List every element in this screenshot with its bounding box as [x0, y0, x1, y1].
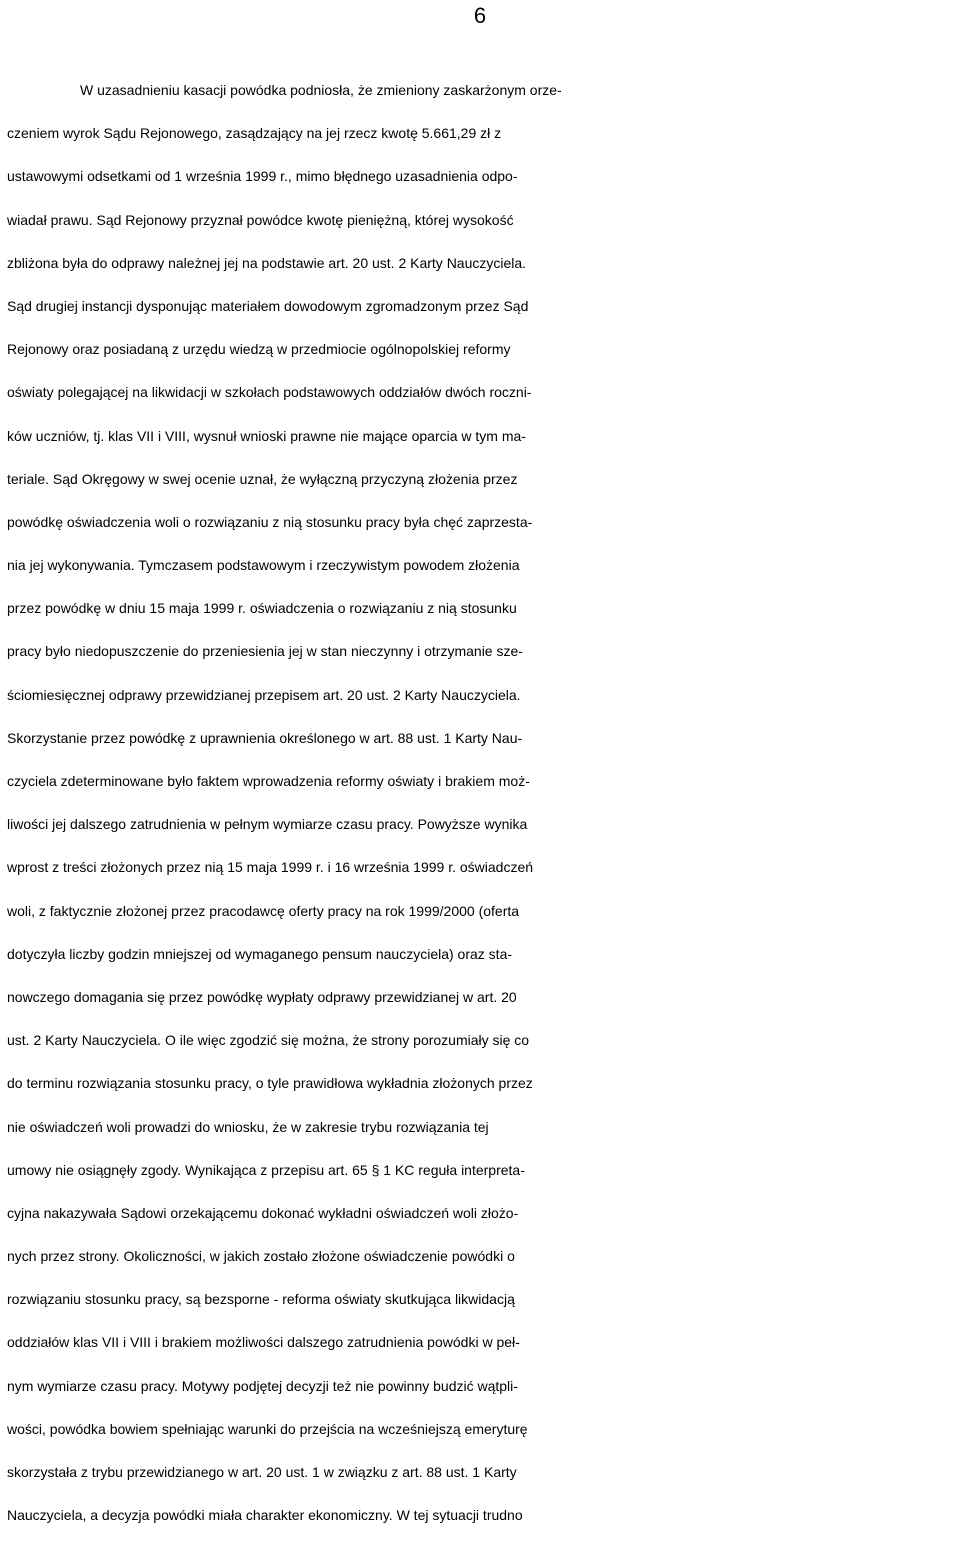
text-line: zbliżona była do odprawy należnej jej na podstawie art. 20 ust. 2 Karty Nauczyciela.: [7, 254, 527, 271]
text-line: oświaty polegającej na likwidacji w szkołach podstawowych oddziałów dwóch roczni-: [7, 384, 532, 401]
text-line: Sąd drugiej instancji dysponując materiałem dowodowym zgromadzonym przez Sąd: [7, 297, 529, 314]
text-line: nych przez strony. Okoliczności, w jakich zostało złożone oświadczenie powódki o: [7, 1248, 515, 1265]
text-line: cyjna nakazywała Sądowi orzekającemu dokonać wykładni oświadczeń woli złożo-: [7, 1204, 519, 1221]
text-line: ust. 2 Karty Nauczyciela. O ile więc zgodzić się można, że strony porozumiały się co: [7, 1032, 530, 1049]
text-line: ków uczniów, tj. klas VII i VIII, wysnuł wnioski prawne nie mające oparcia w tym ma-: [7, 427, 526, 444]
text-line: Rejonowy oraz posiadaną z urzędu wiedzą w przedmiocie ogólnopolskiej reformy: [7, 341, 511, 358]
text-line: nie oświadczeń woli prowadzi do wniosku, że w zakresie trybu rozwiązania tej: [7, 1118, 489, 1135]
body-text: [0, 69, 960, 1537]
text-line: wprost z treści złożonych przez nią 15 maja 1999 r. i 16 września 1999 r. oświadczeń: [7, 859, 534, 876]
text-line: dotyczyła liczby godzin mniejszej od wymaganego pensum nauczyciela) oraz sta-: [7, 945, 513, 962]
text-line: nym wymiarze czasu pracy. Motywy podjętej decyzji też nie powinny budzić wątpli-: [7, 1377, 518, 1394]
text-line: ustawowymi odsetkami od 1 września 1999 r., mimo błędnego uzasadnienia odpo-: [7, 168, 518, 185]
text-line: do terminu rozwiązania stosunku pracy, o tyle prawidłowa wykładnia złożonych przez: [7, 1075, 533, 1092]
text-line: skorzystała z trybu przewidzianego w art. 20 ust. 1 w związku z art. 88 ust. 1 Karty: [7, 1464, 517, 1480]
text-line: Nauczyciela, a decyzja powódki miała charakter ekonomiczny. W tej sytuacji trudno: [7, 1507, 523, 1524]
text-line: nia jej wykonywania. Tymczasem podstawowym i rzeczywistym powodem złożenia: [7, 557, 520, 574]
text-line: W uzasadnieniu kasacji powódka podniosła, że zmieniony zaskarżonym orze-: [80, 82, 562, 98]
text-line: czyciela zdeterminowane było faktem wprowadzenia reformy oświaty i brakiem moż-: [7, 773, 530, 789]
page-number: 6: [473, 3, 487, 28]
text-line: oddziałów klas VII i VIII i brakiem możliwości dalszego zatrudnienia powódki w peł-: [7, 1334, 520, 1351]
text-line: umowy nie osiągnęły zgody. Wynikająca z przepisu art. 65 § 1 KC reguła interpreta-: [7, 1161, 525, 1178]
text-line: ściomiesięcznej odprawy przewidzianej przepisem art. 20 ust. 2 Karty Nauczyciela.: [7, 686, 521, 703]
text-line: rozwiązaniu stosunku pracy, są bezsporne - reforma oświaty skutkująca likwidacją: [7, 1291, 515, 1308]
text-line: czeniem wyrok Sądu Rejonowego, zasądzający na jej rzecz kwotę 5.661,29 zł z: [7, 125, 502, 142]
text-line: wiadał prawu. Sąd Rejonowy przyznał powódce kwotę pieniężną, której wysokość: [7, 211, 514, 228]
text-line: woli, z faktycznie złożonej przez pracodawcę oferty pracy na rok 1999/2000 (oferta: [7, 902, 520, 919]
text-line: nowczego domagania się przez powódkę wypłaty odprawy przewidzianej w art. 20: [7, 988, 517, 1005]
text-line: przez powódkę w dniu 15 maja 1999 r. oświadczenia o rozwiązaniu z nią stosunku: [7, 600, 517, 617]
text-line: liwości jej dalszego zatrudnienia w pełnym wymiarze czasu pracy. Powyższe wynika: [7, 816, 528, 833]
text-line: teriale. Sąd Okręgowy w swej ocenie uznał, że wyłączną przyczyną złożenia przez: [7, 470, 518, 487]
text-line: powódkę oświadczenia woli o rozwiązaniu z nią stosunku pracy była chęć zaprzesta-: [7, 513, 533, 530]
text-line: Skorzystanie przez powódkę z uprawnienia określonego w art. 88 ust. 1 Karty Nau-: [7, 729, 523, 746]
text-line: wości, powódka bowiem spełniając warunki do przejścia na wcześniejszą emeryturę: [7, 1420, 528, 1437]
text-line: pracy było niedopuszczenie do przeniesienia jej w stan nieczynny i otrzymanie sze-: [7, 643, 523, 660]
